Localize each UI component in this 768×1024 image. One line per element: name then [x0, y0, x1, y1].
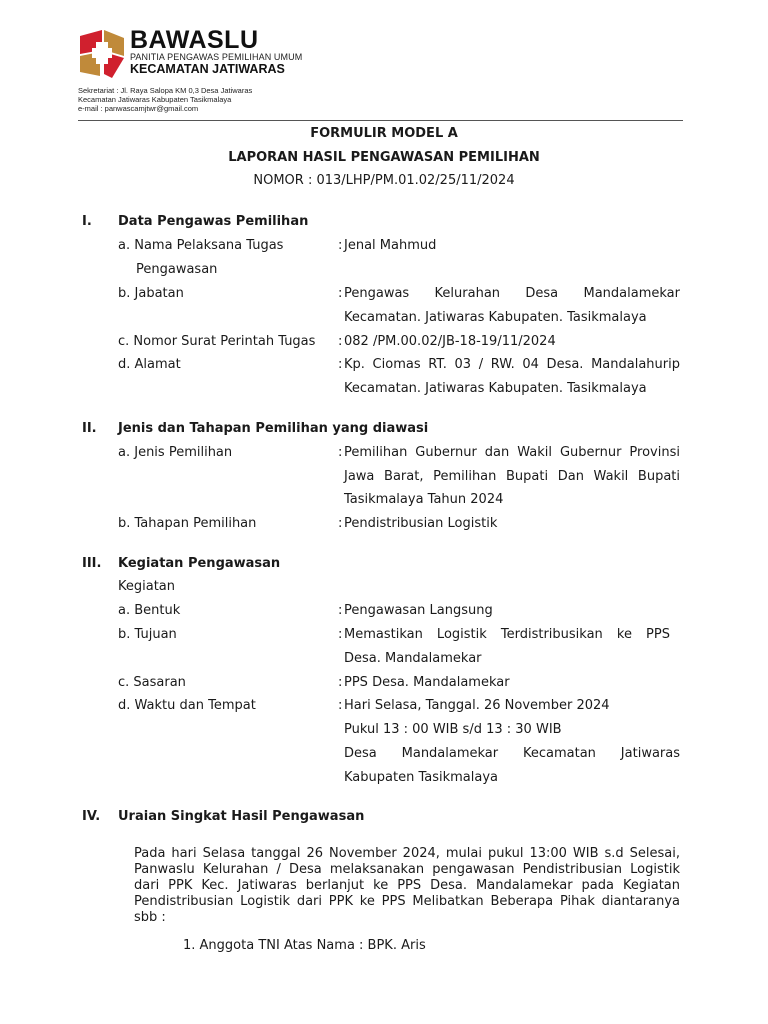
colon: : [338, 286, 343, 301]
form-of-activity-label: a. Bentuk [118, 603, 181, 618]
org-subtitle: PANITIA PENGAWAS PEMILIHAN UMUM [130, 52, 303, 62]
summary-paragraph: Pada hari Selasa tanggal 26 November 2024, mulai pukul 13:00 WIB s.d Selesai, Panwaslu Kelurahan / Desa melaksanakan pengawasan Pendistribusian Logistik dari PPK Kec. Jatiwaras berlanjut ke PPS Desa. Mandalamekar pada Kegiatan Pendistribusian Logistik dari PPK ke PPS Melibatkan Beberapa Pihak diantaranya sbb : [134, 846, 680, 925]
time-place-date: Hari Selasa, Tanggal. 26 November 2024 [344, 698, 610, 713]
election-type-line1: Pemilihan Gubernur dan Wakil Gubernur Provinsi [344, 445, 680, 460]
field-d-value-line1: Kp. Ciomas RT. 03 / RW. 04 Desa. Mandalahurip [344, 357, 680, 372]
address-line-1: Sekretariat : Jl. Raya Salopa KM 0,3 Desa Jatiwaras [78, 86, 253, 95]
target-value: PPS Desa. Mandalamekar [344, 675, 510, 690]
colon: : [338, 357, 343, 372]
field-a-label-cont: Pengawasan [136, 262, 218, 277]
section-3-number: III. [82, 556, 102, 571]
field-b-label: b. Jabatan [118, 286, 184, 301]
section-3-title: Kegiatan Pengawasan [118, 556, 281, 571]
report-title: LAPORAN HASIL PENGAWASAN PEMILIHAN [228, 150, 540, 165]
section-2-number: II. [82, 421, 97, 436]
report-number: NOMOR : 013/LHP/PM.01.02/25/11/2024 [253, 173, 515, 188]
purpose-line2: Desa. Mandalamekar [344, 651, 482, 666]
colon: : [338, 238, 343, 253]
colon: : [338, 516, 343, 531]
list-item: 1. Anggota TNI Atas Nama : BPK. Aris [183, 938, 426, 953]
header-divider [78, 120, 683, 121]
purpose-label: b. Tujuan [118, 627, 177, 642]
section-4-title: Uraian Singkat Hasil Pengawasan [118, 809, 365, 824]
colon: : [338, 698, 343, 713]
org-block [130, 28, 302, 76]
election-type-line2: Jawa Barat, Pemilihan Bupati Dan Wakil Bupati [344, 469, 680, 484]
time-place-label: d. Waktu dan Tempat [118, 698, 256, 713]
colon: : [338, 445, 343, 460]
purpose-line1: Memastikan Logistik Terdistribusikan ke PPS [344, 627, 670, 642]
section-1-number: I. [82, 214, 92, 229]
activity-label: Kegiatan [118, 579, 176, 594]
field-b-value-line1: Pengawas Kelurahan Desa Mandalamekar [344, 286, 680, 301]
letterhead-row [78, 28, 338, 80]
field-d-value-line2: Kecamatan. Jatiwaras Kabupaten. Tasikmalaya [344, 381, 647, 396]
section-1-title: Data Pengawas Pemilihan [118, 214, 309, 229]
address-line-2: Kecamatan Jatiwaras Kabupaten Tasikmalaya [78, 95, 232, 104]
election-type-label: a. Jenis Pemilihan [118, 445, 233, 460]
target-label: c. Sasaran [118, 675, 186, 690]
field-c-label: c. Nomor Surat Perintah Tugas [118, 334, 316, 349]
secretariat-address [78, 86, 338, 113]
colon: : [338, 675, 343, 690]
field-a-value: Jenal Mahmud [344, 238, 437, 253]
org-district: KECAMATAN JATIWARAS [130, 62, 285, 76]
section-2-title: Jenis dan Tahapan Pemilihan yang diawasi [118, 421, 429, 436]
election-stage-label: b. Tahapan Pemilihan [118, 516, 257, 531]
field-c-value: 082 /PM.00.02/JB-18-19/11/2024 [344, 334, 556, 349]
form-title: FORMULIR MODEL A [310, 126, 458, 141]
letterhead [78, 28, 338, 113]
field-a-label: a. Nama Pelaksana Tugas [118, 238, 284, 253]
section-4-number: IV. [82, 809, 101, 824]
address-email: e-mail : panwascamjtwr@gmail.com [78, 104, 199, 113]
election-type-line3: Tasikmalaya Tahun 2024 [344, 492, 504, 507]
time-place-location-line1: Desa Mandalamekar Kecamatan Jatiwaras [344, 746, 680, 761]
bawaslu-logo-icon [78, 28, 126, 80]
election-stage-value: Pendistribusian Logistik [344, 516, 498, 531]
field-b-value-line2: Kecamatan. Jatiwaras Kabupaten. Tasikmalaya [344, 310, 647, 325]
time-place-hours: Pukul 13 : 00 WIB s/d 13 : 30 WIB [344, 722, 562, 737]
colon: : [338, 627, 343, 642]
time-place-location-line2: Kabupaten Tasikmalaya [344, 770, 498, 785]
colon: : [338, 603, 343, 618]
field-d-label: d. Alamat [118, 357, 181, 372]
form-of-activity-value: Pengawasan Langsung [344, 603, 493, 618]
org-name: BAWASLU [130, 26, 259, 54]
colon: : [338, 334, 343, 349]
